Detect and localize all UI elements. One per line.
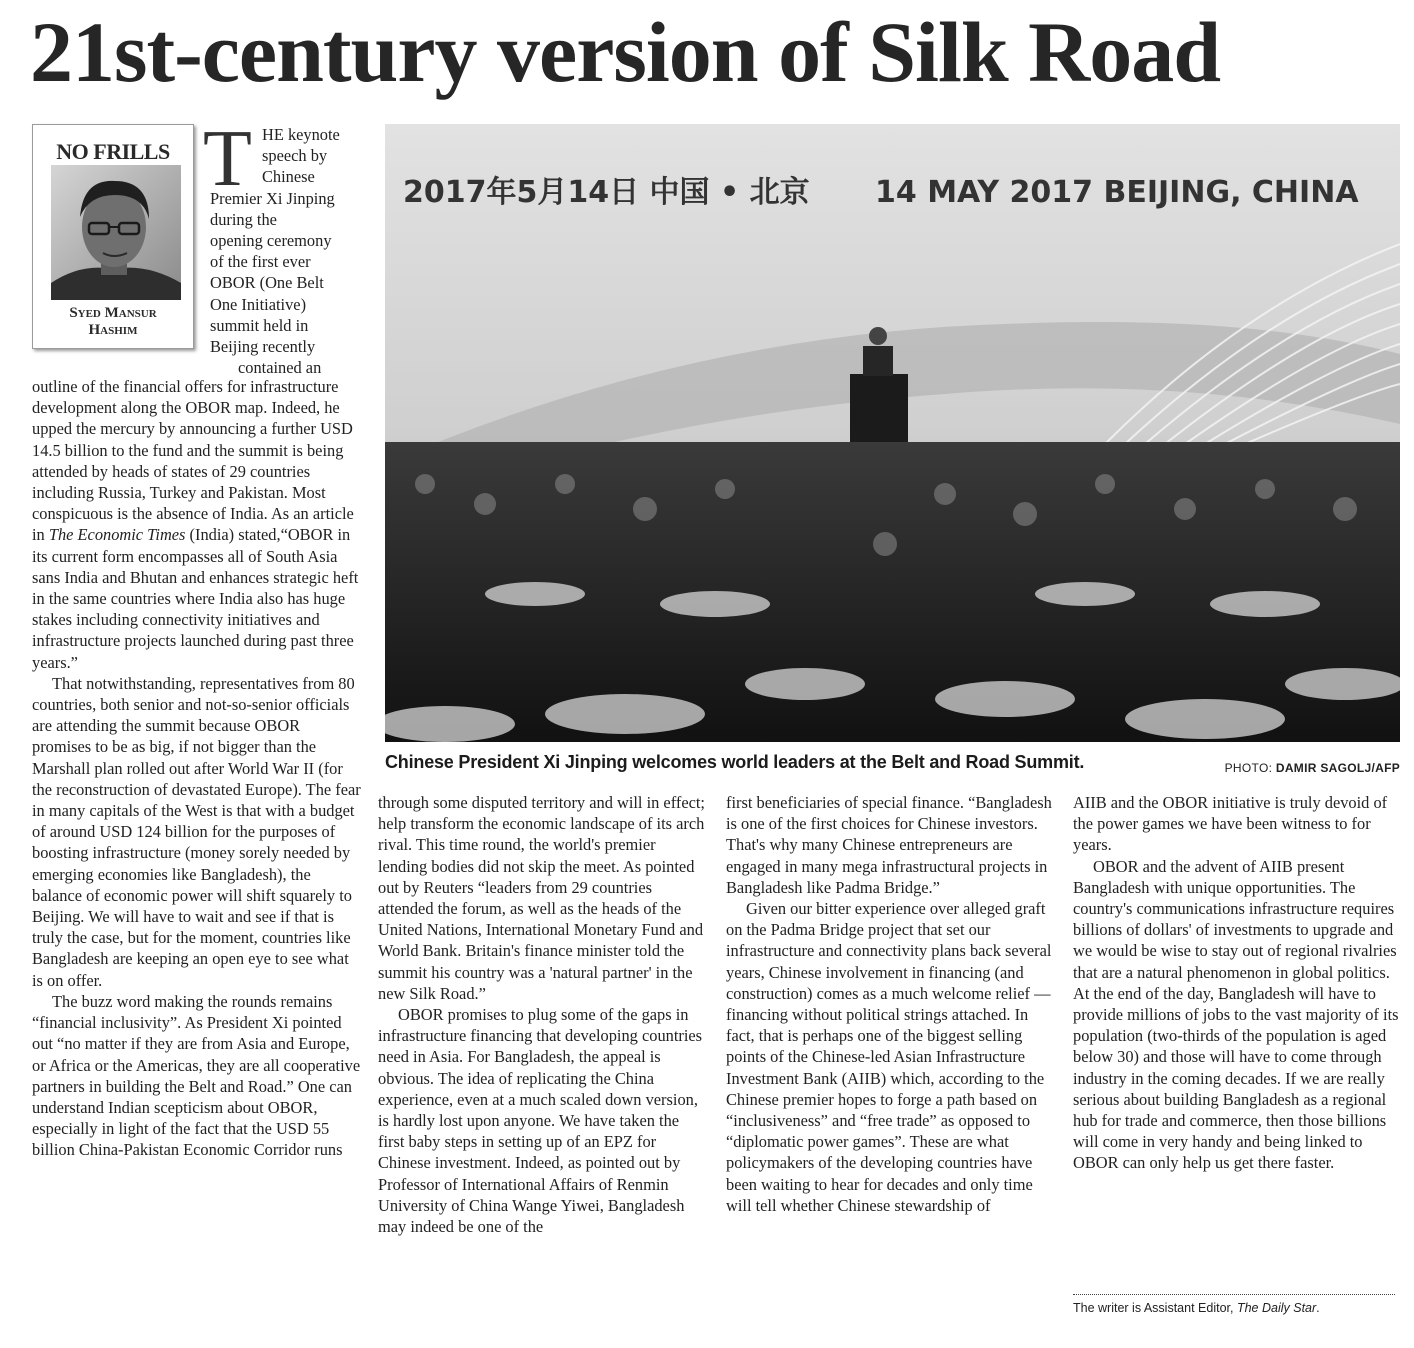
footnote-text: The writer is Assistant Editor, (1073, 1301, 1234, 1315)
column-byline-box (32, 124, 194, 349)
newspaper-name: The Daily Star (1236, 1301, 1317, 1315)
author-name-line1: Syed Mansur (69, 305, 157, 321)
lead-line: One Initiative) (210, 294, 307, 314)
author-name-line2: Hashim (88, 322, 138, 338)
writer-footnote (1073, 1301, 1320, 1315)
article-column-4 (1073, 792, 1403, 1174)
article-column-3 (726, 792, 1056, 1216)
photo-credit (1225, 761, 1400, 775)
photo-caption: Chinese President Xi Jinping welcomes world leaders at the Belt and Road Summit. (385, 752, 1085, 772)
paragraph: That notwithstanding, representatives from 80 countries, both senior and not-so-senior officials are attending the summit because OBOR promises to be as big, if not bigger than the Marshall plan rolled out after World War II (for the reconstruction of devastated Europe). The fear in many capitals of the West is that with a budget of around USD 124 billion for the purposes of boosting infrastructure (money sorely needed by emerging economies like Bangladesh), the balance of economic power will shift squarely to Beijing. We will have to wait and see if that is truly the case, but for the moment, countries like Bangladesh are keeping an open eye to see what is on offer. (32, 673, 361, 990)
credit-prefix: PHOTO: (1224, 761, 1273, 775)
publication-title: The Economic Times (48, 525, 186, 545)
article-lead-column (210, 124, 360, 378)
lead-line: OBOR (One Belt (210, 273, 324, 293)
lead-line: contained an (238, 358, 322, 378)
paragraph (32, 376, 362, 673)
lead-line: opening ceremony (210, 231, 332, 251)
credit-name: DAMIR SAGOLJ/AFP (1275, 761, 1400, 775)
paragraph: first beneficiaries of special finance. “Bangladesh is one of the first choices for Chinese investors. That's why many Chinese entrepreneurs are engaged in many mega infrastructural projects in Bangladesh like Padma Bridge.” (726, 793, 1052, 897)
article-column-1 (32, 376, 362, 1161)
author-name (33, 305, 193, 339)
paragraph: The buzz word making the rounds remains “financial inclusivity”. As President Xi pointed out “no matter if they are from Asia and Europe, or Africa or the Americas, they are all cooperative partners in building the Belt and Road.” One can understand Indian scepticism about OBOR, especially in light of the fact that the USD 55 billion China-Pakistan Economic Corridor runs (32, 991, 361, 1160)
footnote-end: . (1316, 1301, 1320, 1315)
summit-photo (385, 124, 1400, 742)
lead-line: summit held in (210, 315, 309, 335)
column-label: NO FRILLS (56, 139, 170, 164)
paragraph: through some disputed territory and will in effect; help transform the economic landscape of its arch rival. This time round, the world's premier lending bodies did not skip the meet. As pointed out by Reuters “leaders from 29 countries attended the forum, as well as the heads of the United Nations, International Monetary Fund and World Bank. Britain's finance minister told the summit his country was a 'natural partner' in the new Silk Road.” (378, 793, 705, 1003)
author-portrait (51, 165, 181, 300)
paragraph-text: (India) stated,“OBOR in its current form encompasses all of South Asia sans India and Bhutan and enhances strategic heft in the same countries where India also has huge stakes including connectivity initiatives and infrastructure projects launched during past three years.” (32, 525, 359, 672)
footnote-divider (1073, 1294, 1395, 1295)
banner-chinese-text: 2017年5月14日 中国 • 北京 (403, 175, 810, 210)
article-column-2 (378, 792, 708, 1237)
paragraph: OBOR and the advent of AIIB present Bangladesh with unique opportunities. The country's communications infrastructure requires billions of dollars' of investments to upgrade and we would be wise to stay out of regional rivalries that are a natural phenomenon in global politics. At the end of the day, Bangladesh will have to provide millions of jobs to the vast majority of its population (two-thirds of the population is aged below 30) and those will have to come through industry in the coming decades. If we are really serious about building Bangladesh as a regional hub for trade and commerce, then those billions will come in very handy and being linked to OBOR can only help us get there faster. (1073, 856, 1399, 1173)
lead-line: speech by (262, 146, 328, 166)
paragraph: Given our bitter experience over alleged graft on the Padma Bridge project that set our infrastructure and connectivity plans back several years, Chinese involvement in financing (and construction) comes as a much welcome relief — financing without political strings attached. In fact, that is perhaps one of the biggest selling points of the Chinese-led Asian Infrastructure Investment Bank (AIIB) which, according to the Chinese premier hopes to forge a path based on “inclusiveness” and “free trade” as opposed to “diplomatic power games”. These are what policymakers of the developing countries have been waiting to hear for decades and only time will tell whether Chinese stewardship of (726, 899, 1052, 1215)
lead-line: HE keynote (262, 125, 340, 144)
paragraph-text: outline of the financial offers for infrastructure development along the OBOR map. Indeed, he upped the mercury by announcing a further USD 14.5 billion to the fund and the summit is being attended by heads of states of 29 countries including Russia, Turkey and Pakistan. Most conspicuous is the absence of India. As an article in (32, 377, 354, 545)
lead-line: during the (210, 209, 277, 229)
paragraph: AIIB and the OBOR initiative is truly devoid of the power games we have been witness to for years. (1073, 793, 1388, 855)
headline: 21st-century version of Silk Road (30, 4, 1221, 100)
lead-line: of the first ever (210, 252, 311, 272)
paragraph: OBOR promises to plug some of the gaps in infrastructure financing that developing countries need in Asia. For Bangladesh, the appeal is obvious. The idea of replicating the China experience, even at a much scaled down version, is hardly lost upon anyone. We have taken the first baby steps in setting up of an EPZ for Chinese investment. Indeed, as pointed out by Professor of International Affairs of Renmin University of China Wange Yiwei, Bangladesh may indeed be one of the (378, 1005, 703, 1237)
drop-cap: T (203, 115, 252, 203)
lead-line: Premier Xi Jinping (210, 188, 335, 208)
banner-english-text: 14 MAY 2017 BEIJING, CHINA (875, 175, 1359, 210)
lead-line: Beijing recently (210, 337, 316, 357)
lead-line: Chinese (262, 167, 315, 187)
